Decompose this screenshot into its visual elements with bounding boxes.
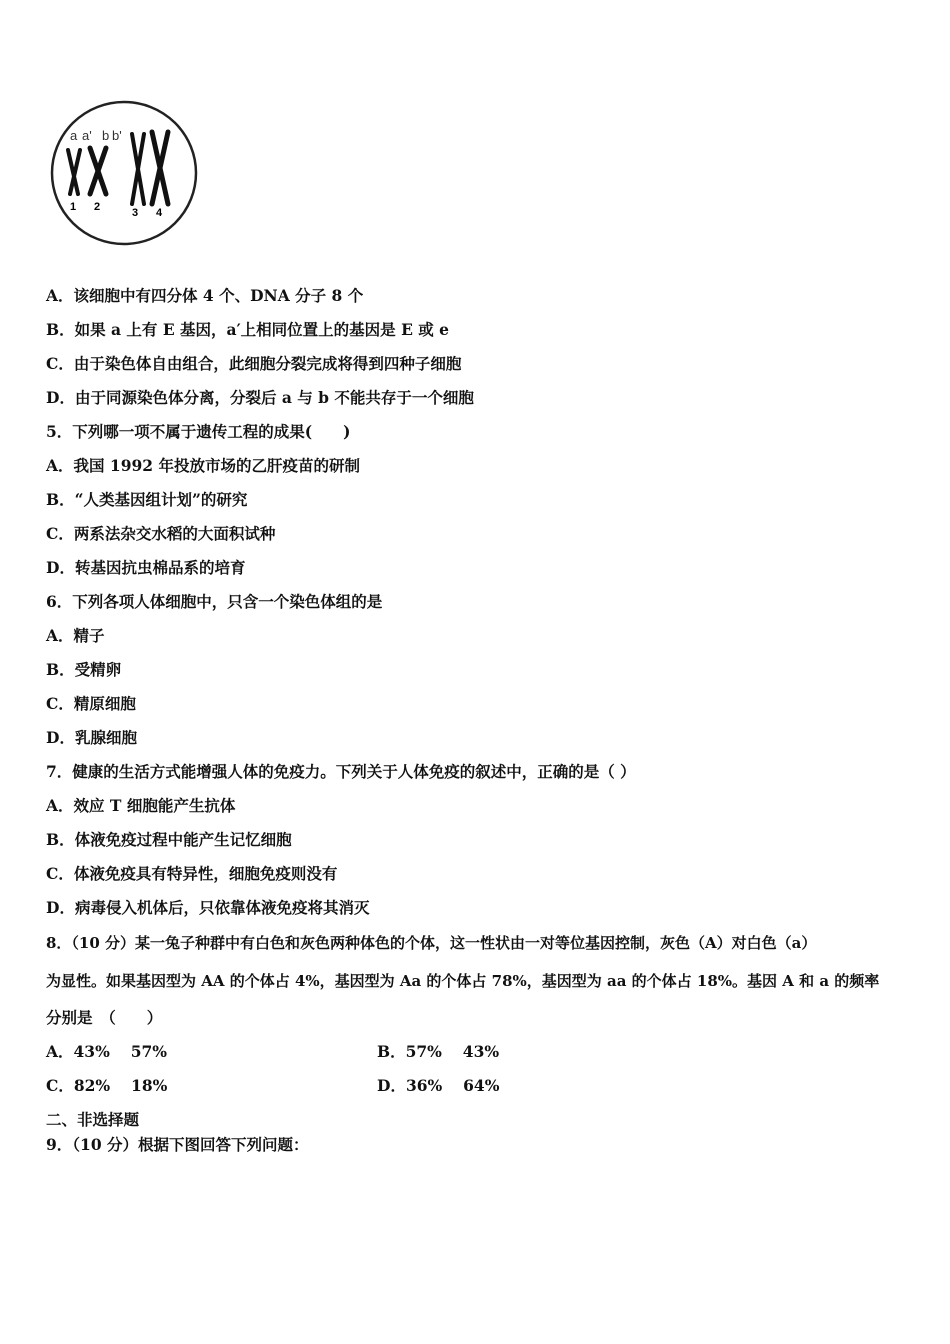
chromosome-2 bbox=[90, 148, 106, 194]
label-4: 4 bbox=[156, 207, 163, 219]
section-2-heading: 二、非选择题 bbox=[46, 1110, 140, 1129]
q6-stem: 6．下列各项人体细胞中，只含一个染色体组的是 bbox=[46, 592, 383, 611]
q7-stem: 7．健康的生活方式能增强人体的免疫力。下列关于人体免疫的叙述中，正确的是（ ） bbox=[46, 762, 636, 781]
label-b: b bbox=[102, 128, 110, 143]
q5-option-c: C．两系法杂交水稻的大面积试种 bbox=[46, 524, 276, 543]
q8-option-b: B．57% 43% bbox=[377, 1042, 500, 1061]
q4-option-b: B．如果 a 上有 E 基因，a′上相同位置上的基因是 E 或 e bbox=[46, 320, 450, 339]
q6-option-a: A．精子 bbox=[46, 626, 105, 645]
label-a-prime: a' bbox=[82, 128, 92, 143]
q9-stem: 9．（10 分）根据下图回答下列问题： bbox=[46, 1135, 309, 1154]
q7-option-b: B．体液免疫过程中能产生记忆细胞 bbox=[46, 830, 292, 849]
label-a: a bbox=[70, 128, 78, 143]
q8-option-a: A．43% 57% bbox=[46, 1042, 168, 1061]
q5-stem: 5．下列哪一项不属于遗传工程的成果( ) bbox=[46, 422, 351, 441]
q5-option-d: D．转基因抗虫棉品系的培育 bbox=[46, 558, 246, 577]
chromosome-1 bbox=[68, 150, 80, 194]
label-2: 2 bbox=[94, 201, 101, 213]
q4-option-a: A．该细胞中有四分体 4 个、DNA 分子 8 个 bbox=[46, 286, 364, 305]
label-1: 1 bbox=[70, 201, 77, 213]
chromosome-3 bbox=[132, 134, 144, 204]
label-b-prime: b' bbox=[112, 128, 122, 143]
q5-option-b: B．“人类基因组计划”的研究 bbox=[46, 490, 248, 509]
chromosome-cell-diagram bbox=[48, 98, 200, 248]
q8-option-c: C．82% 18% bbox=[46, 1076, 168, 1095]
q4-option-c: C．由于染色体自由组合，此细胞分裂完成将得到四种子细胞 bbox=[46, 354, 462, 373]
q7-option-c: C．体液免疫具有特异性，细胞免疫则没有 bbox=[46, 864, 338, 883]
q6-option-d: D．乳腺细胞 bbox=[46, 728, 137, 747]
q7-option-d: D．病毒侵入机体后，只依靠体液免疫将其消灭 bbox=[46, 898, 370, 917]
chromosome-4 bbox=[152, 132, 168, 204]
q7-option-a: A．效应 T 细胞能产生抗体 bbox=[46, 796, 236, 815]
q8-stem-line1: 8．（10 分）某一兔子种群中有白色和灰色两种体色的个体，这一性状由一对等位基因控制，灰色（A）对白色（a） bbox=[46, 934, 817, 952]
q6-option-c: C．精原细胞 bbox=[46, 694, 136, 713]
q6-option-b: B．受精卵 bbox=[46, 660, 122, 679]
q4-option-d: D．由于同源染色体分离，分裂后 a 与 b 不能共存于一个细胞 bbox=[46, 388, 474, 407]
q8-option-d: D．36% 64% bbox=[377, 1076, 500, 1095]
q8-stem-line2: 为显性。如果基因型为 AA 的个体占 4%，基因型为 Aa 的个体占 78%，基因型为 aa 的个体占 18%。基因 A 和 a 的频率 bbox=[46, 972, 880, 990]
label-3: 3 bbox=[132, 207, 139, 219]
q8-stem-line3: 分别是 （ ） bbox=[46, 1008, 163, 1027]
q5-option-a: A．我国 1992 年投放市场的乙肝疫苗的研制 bbox=[46, 456, 360, 475]
